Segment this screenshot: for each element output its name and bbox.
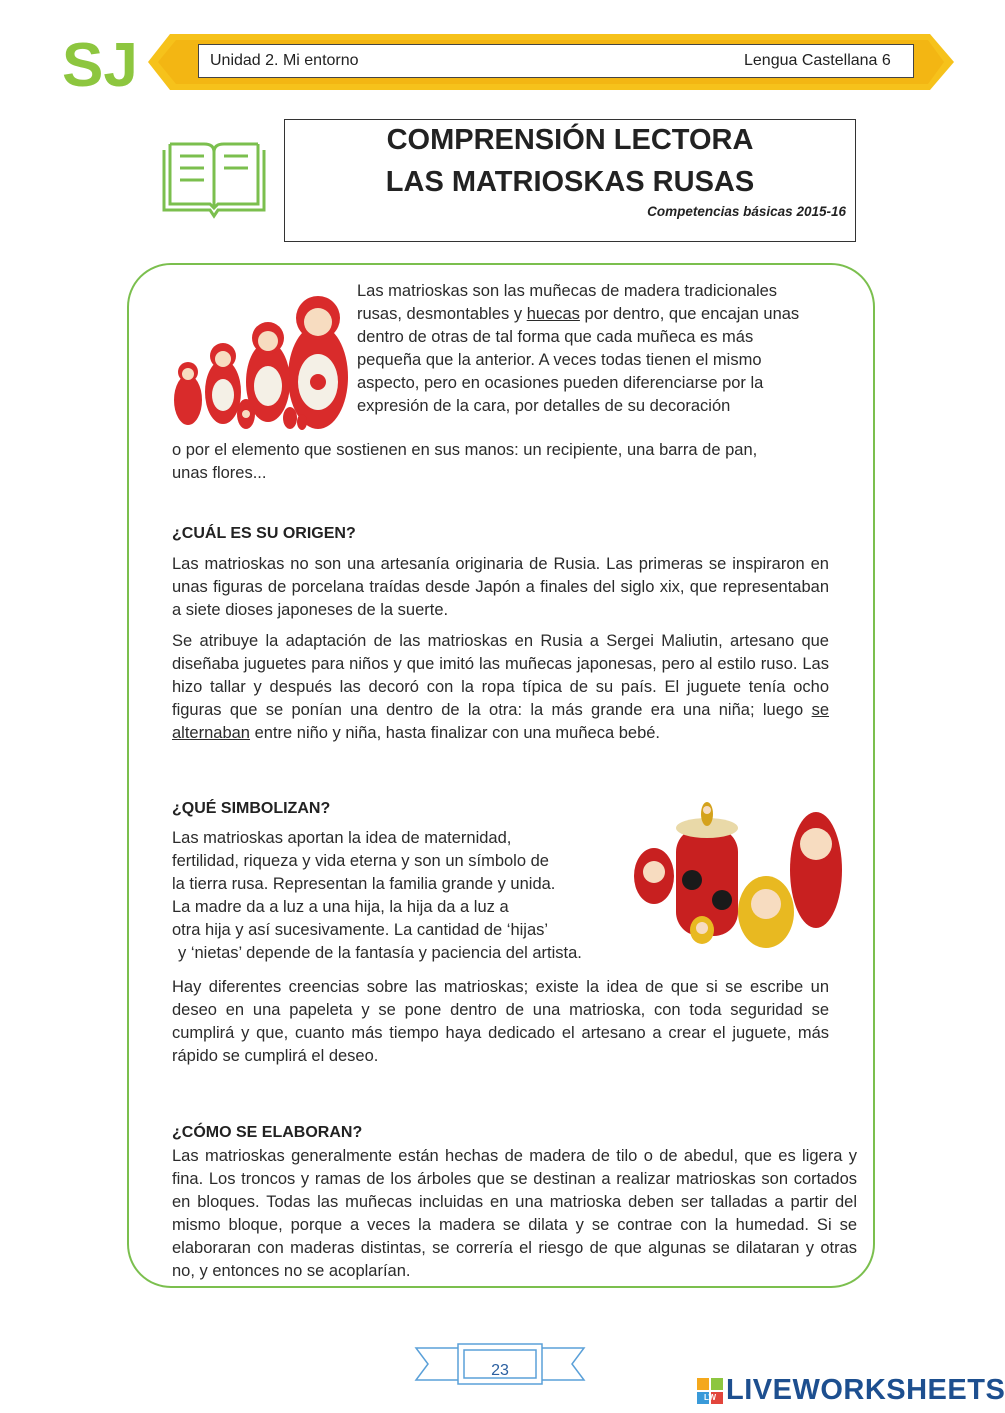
underlined-word-huecas: huecas (526, 305, 580, 323)
make-heading: ¿CÓMO SE ELABORAN? (172, 1124, 363, 1141)
matrioskas-image-2 (630, 800, 846, 952)
intro-line: aspecto, pero en ocasiones pueden diferenciarse por la (357, 374, 764, 392)
underlined-se-alternaban: se alternaban (172, 701, 829, 742)
matrioskas-image-1 (168, 282, 350, 432)
symbol-line: La madre da a luz a una hija, la hija da a luz a (172, 898, 509, 916)
page-title: COMPRENSIÓN LECTORA (386, 124, 754, 156)
intro-line: o por el elemento que sostienen en sus manos: un recipiente, una barra de pan, (172, 441, 758, 459)
origin-heading: ¿CUÁL ES SU ORIGEN? (172, 525, 356, 542)
symbol-line: Las matrioskas aportan la idea de maternidad, (172, 829, 512, 847)
page-subtitle-title: LAS MATRIOSKAS RUSAS (385, 166, 755, 198)
intro-line: pequeña que la anterior. A veces todas tienen el mismo (357, 351, 762, 369)
svg-text:LW: LW (704, 1393, 716, 1402)
logo-text: SJ (62, 31, 138, 100)
intro-line: expresión de la cara, por detalles de su decoración (357, 397, 731, 415)
make-paragraph: Las matrioskas generalmente están hechas de madera de tilo o de abedul, que es ligera y fina. Los troncos y ramas de los árboles que se destinan a realizar matrioskas son cortados en bloques. Todas las muñecas incluidas en una matrioska deben ser talladas a partir del mismo bloque, porque a veces la madera se dilata y se contrae con la humedad. Si se elaboraran con maderas distintas, se correría el riesgo de que algunas se dilataran y otras no, y entonces no se acoplarían. (172, 1147, 857, 1280)
unit-label: Unidad 2. Mi entorno (210, 52, 359, 69)
sj-logo (60, 28, 138, 100)
intro-paragraph-bottom (172, 439, 832, 485)
symbol-line: y ‘nietas’ depende de la fantasía y paciencia del artista. (178, 944, 582, 962)
intro-line: unas flores... (172, 464, 267, 482)
liveworksheets-watermark: LIVEWORKSHEETS (726, 1374, 1005, 1406)
symbol-paragraph-2: Hay diferentes creencias sobre las matrioskas; existe la idea de que si se escribe un deseo en una papeleta y se pone dentro de una matrioska, con toda seguridad se cumplirá y que, cuanto más tiempo haya dedicado el artesano a crear el juguete, más rápido se cumplirá el deseo. (172, 978, 829, 1065)
competencias-label: Competencias básicas 2015-16 (647, 204, 846, 219)
intro-line: Las matrioskas son las muñecas de madera tradicionales (357, 282, 778, 300)
liveworksheets-icon (697, 1378, 723, 1404)
subject-label: Lengua Castellana 6 (744, 52, 891, 69)
symbol-line: fertilidad, riqueza y vida eterna y son un símbolo de (172, 852, 549, 870)
page-number: 23 (491, 1362, 509, 1379)
symbol-heading: ¿QUÉ SIMBOLIZAN? (172, 800, 331, 817)
symbol-line: otra hija y así sucesivamente. La cantidad de ‘hijas’ (172, 921, 549, 939)
symbol-paragraph-1 (172, 827, 622, 965)
intro-paragraph-top (357, 280, 857, 418)
book-icon (160, 138, 268, 220)
intro-line: rusas, desmontables y huecas por dentro, que encajan unas (357, 305, 800, 323)
origin-paragraph-2: Se atribuye la adaptación de las matrioskas en Rusia a Sergei Maliutin, artesano que diseñaba juguetes para niños y que imitó las muñecas japonesas, pero al estilo ruso. Las hizo tallar y después las decoró con la ropa típica de su país. El juguete tenía ocho figuras que se ponían una dentro de la otra: la más grande era una niña; luego se alternaban entre niño y niña, hasta finalizar con una muñeca bebé. (172, 632, 829, 742)
symbol-line: la tierra rusa. Representan la familia grande y unida. (172, 875, 556, 893)
intro-line: dentro de otras de tal forma que cada muñeca es más (357, 328, 754, 346)
origin-paragraph-1: Las matrioskas no son una artesanía originaria de Rusia. Las primeras se inspiraron en unas figuras de porcelana traídas desde Japón a finales del siglo xix, que representaban a siete dioses japoneses de la suerte. (172, 555, 829, 619)
